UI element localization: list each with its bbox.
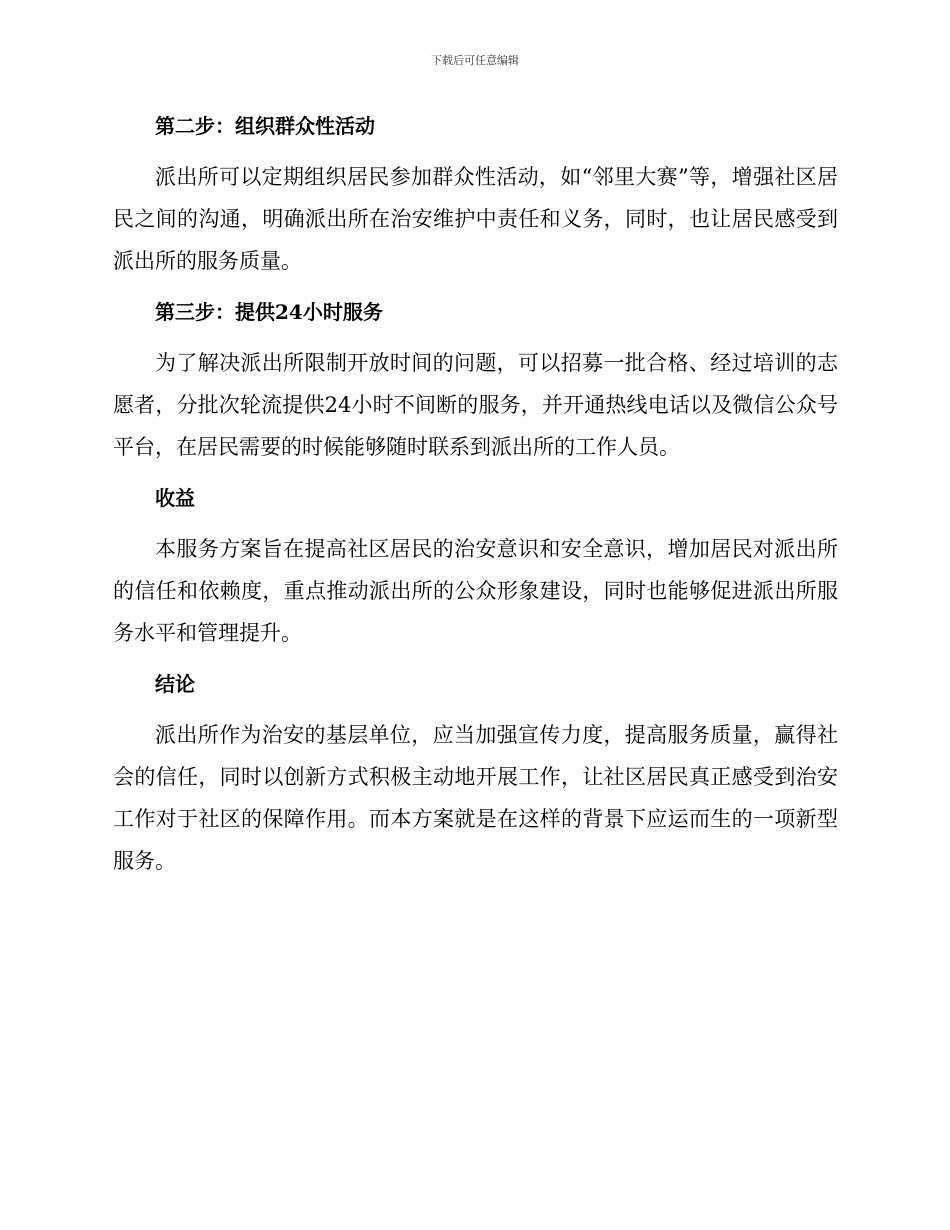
section-paragraph: 派出所作为治安的基层单位，应当加强宣传力度，提高服务质量，赢得社会的信任，同时以创新方式积极主动地开展工作，让社区居民真正感受到治安工作对于社区的保障作用。而本方案就是在这样的背景下应运而生的一项新型服务。 [113,723,838,873]
section-benefits [113,480,838,654]
section-paragraph: 本服务方案旨在提高社区居民的治安意识和安全意识，增加居民对派出所的信任和依赖度，重点推动派出所的公众形象建设，同时也能够促进派出所服务水平和管理提升。 [113,537,838,645]
section-paragraph: 派出所可以定期组织居民参加群众性活动，如“邻里大赛”等，增强社区居民之间的沟通，明确派出所在治安维护中责任和义务，同时，也让居民感受到派出所的服务质量。 [113,165,838,273]
section-heading: 第三步：提供24小时服务 [155,300,383,324]
section-step-three [113,294,838,468]
section-heading: 第二步：组织群众性活动 [155,114,375,138]
section-heading: 结论 [155,672,195,696]
running-header: 下载后可任意编辑 [431,54,519,67]
section-conclusion [113,666,838,882]
section-step-two [113,108,838,282]
document-body [113,108,838,894]
section-paragraph: 为了解决派出所限制开放时间的问题，可以招募一批合格、经过培训的志愿者，分批次轮流提供24小时不间断的服务，并开通热线电话以及微信公众号平台，在居民需要的时候能够随时联系到派出所的工作人员。 [113,351,838,459]
section-heading: 收益 [155,486,195,510]
